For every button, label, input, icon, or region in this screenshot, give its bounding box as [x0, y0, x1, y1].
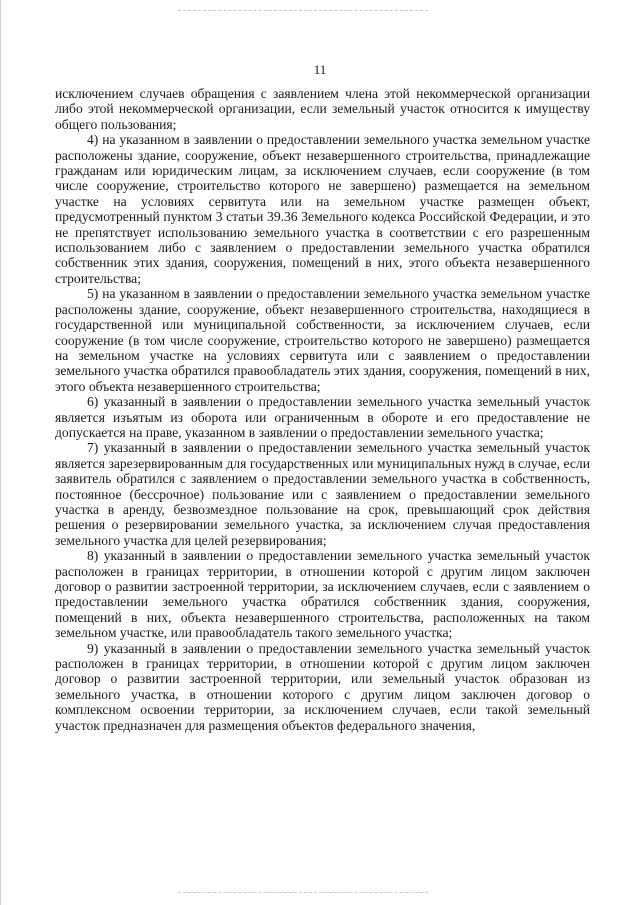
- paragraph-continuation: исключением случаев обращения с заявлением члена этой некоммерческой организации либо этой некоммерческой организации, если земельный участок относится к имуществу общего пользования;: [55, 86, 590, 132]
- page-left-edge: [0, 0, 1, 905]
- document-body: [55, 86, 590, 733]
- paragraph-item-6: 6) указанный в заявлении о предоставлении земельного участка земельный участок является изъятым из оборота или ограниченным в обороте и его предоставление не допускается на праве, указанном в заявлении о предоставлении земельного участка;: [55, 394, 590, 440]
- page-number: 11: [313, 62, 327, 77]
- paragraph-item-7: 7) указанный в заявлении о предоставлении земельного участка земельный участок является зарезервированным для государственных или муниципальных нужд в случае, если заявитель обратился с заявлением о предоставлении земельного участка в собственность, постоянное (бессрочное) пользование или с заявлением о предоставлении земельного участка в аренду, безвозмездное пользование на срок, превышающий срок действия решения о резервировании земельного участка, за исключением случая предоставления земельного участка для целей резервирования;: [55, 440, 590, 548]
- paragraph-item-9: 9) указанный в заявлении о предоставлении земельного участка земельный участок расположен в границах территории, в отношении которой с другим лицом заключен договор о развитии застроенной территории, или земельный участок образован из земельного участка, в отношении которого с другим лицом заключен договор о комплексном освоении территории, за исключением случаев, если такой земельный участок предназначен для размещения объектов федерального значения,: [55, 640, 590, 733]
- paragraph-item-5: 5) на указанном в заявлении о предоставлении земельного участка земельном участке расположены здание, сооружение, объект незавершенного строительства, находящиеся в государственной или муниципальной собственности, за исключением случаев, если сооружение (в том числе сооружение, строительство которого не завершено) размещается на земельном участке на условиях сервитута или с заявлением о предоставлении земельного участка обратился правообладатель этих здания, сооружения, помещений в них, этого объекта незавершенного строительства;: [55, 286, 590, 394]
- paragraph-item-4: 4) на указанном в заявлении о предоставлении земельного участка земельном участке расположены здание, сооружение, объект незавершенного строительства, принадлежащие гражданам или юридическим лицам, за исключением случаев, если сооружение (в том числе сооружение, строительство которого не завершено) размещается на земельном участке на условиях сервитута или на земельном участке размещен объект, предусмотренный пунктом 3 статьи 39.36 Земельного кодекса Российской Федерации, и это не препятствует использованию земельного участка в соответствии с его разрешенным использованием либо с заявлением о предоставлении земельного участка обратился собственник этих здания, сооружения, помещений в них, этого объекта незавершенного строительства;: [55, 132, 590, 286]
- paragraph-item-8: 8) указанный в заявлении о предоставлении земельного участка земельный участок расположен в границах территории, в отношении которой с другим лицом заключен договор о развитии застроенной территории, за исключением случаев, если с заявлением о предоставлении земельного участка обратился собственник здания, сооружения, помещений в них, объекта незавершенного строительства, расположенных на таком земельном участке, или правообладатель такого земельного участка;: [55, 548, 590, 641]
- bottom-scan-line: [178, 892, 428, 893]
- top-scan-line: [178, 10, 428, 11]
